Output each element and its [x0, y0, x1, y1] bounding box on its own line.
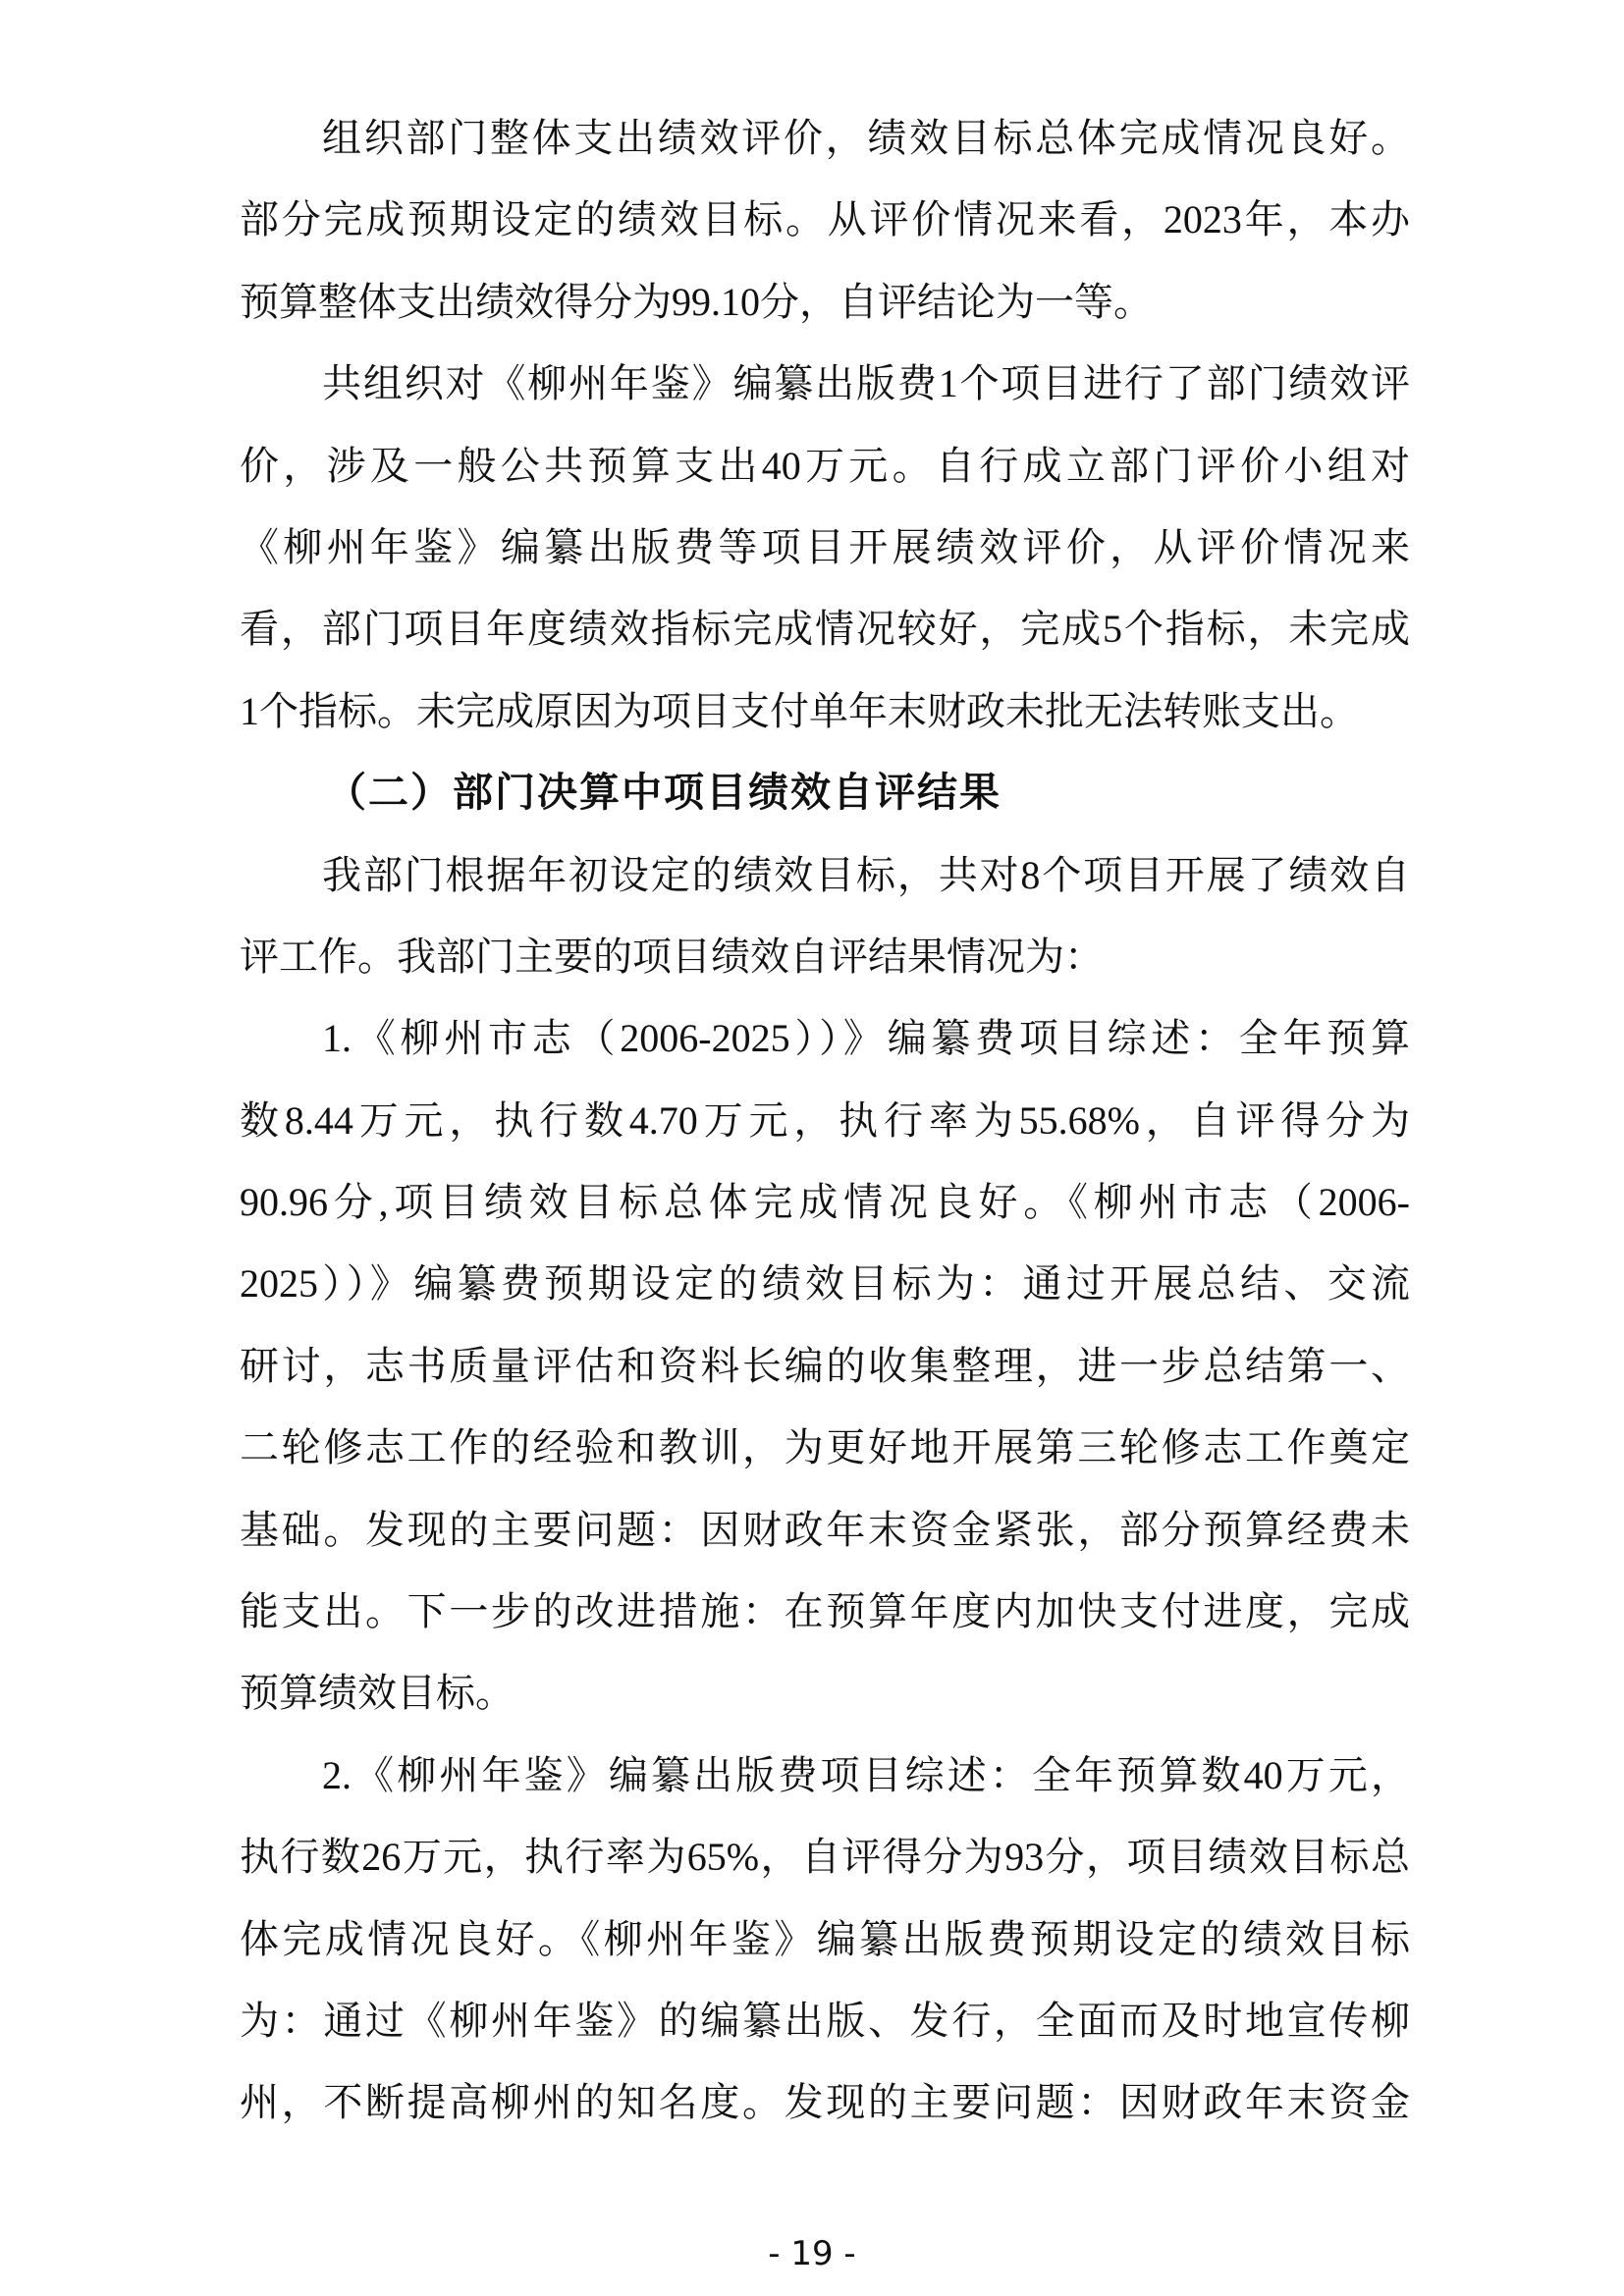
text-line: 2025））》编纂费预期设定的绩效目标为：通过开展总结、交流 [240, 1261, 1410, 1307]
text-line: 执行数26万元，执行率为65%，自评得分为93分，项目绩效目标总 [240, 1835, 1410, 1880]
text-line: 1个指标。未完成原因为项目支付单年末财政未批无法转账支出。 [240, 688, 1359, 733]
text-line: 为：通过《柳州年鉴》的编纂出版、发行，全面而及时地宣传柳 [240, 1998, 1410, 2043]
text-line: 基础。发现的主要问题：因财政年末资金紧张，部分预算经费未 [240, 1507, 1410, 1552]
text-line: 预算绩效目标。 [240, 1671, 514, 1716]
section-heading: （二）部门决算中项目绩效自评结果 [326, 770, 1001, 816]
text-line: 二轮修志工作的经验和教训，为更好地开展第三轮修志工作奠定 [240, 1425, 1410, 1470]
text-line: 90.96分,项目绩效目标总体完成情况良好。《柳州市志（2006- [240, 1180, 1410, 1225]
text-line: 部分完成预期设定的绩效目标。从评价情况来看，2023年，本办 [240, 197, 1410, 242]
text-line: 数8.44万元，执行数4.70万元，执行率为55.68%，自评得分为 [240, 1097, 1410, 1143]
text-line: 《柳州年鉴》编纂出版费等项目开展绩效评价，从评价情况来 [240, 524, 1410, 569]
text-line: 能支出。下一步的改进措施：在预算年度内加快支付进度，完成 [240, 1589, 1410, 1634]
text-line: 看，部门项目年度绩效指标完成情况较好，完成5个指标，未完成 [240, 607, 1410, 652]
text-line: 共组织对《柳州年鉴》编纂出版费1个项目进行了部门绩效评 [322, 361, 1410, 406]
text-line: 2.《柳州年鉴》编纂出版费项目综述：全年预算数40万元， [322, 1752, 1410, 1797]
page-number: - 19 - [768, 2234, 856, 2273]
document-body [240, 97, 1410, 2144]
text-line: 我部门根据年初设定的绩效目标，共对8个项目开展了绩效自 [322, 852, 1410, 897]
text-line: 州，不断提高柳州的知名度。发现的主要问题：因财政年末资金 [240, 2080, 1410, 2125]
text-line: 评工作。我部门主要的项目绩效自评结果情况为： [240, 934, 1104, 979]
text-line: 体完成情况良好。《柳州年鉴》编纂出版费预期设定的绩效目标 [240, 1916, 1410, 1961]
text-line: 研讨，志书质量评估和资料长编的收集整理，进一步总结第一、 [240, 1343, 1410, 1388]
text-line: 1.《柳州市志（2006-2025））》编纂费项目综述：全年预算 [322, 1016, 1410, 1061]
text-line: 组织部门整体支出绩效评价，绩效目标总体完成情况良好。 [322, 116, 1410, 160]
text-line: 预算整体支出绩效得分为99.10分，自评结论为一等。 [240, 279, 1153, 324]
text-line: 价，涉及一般公共预算支出40万元。自行成立部门评价小组对 [240, 443, 1410, 488]
